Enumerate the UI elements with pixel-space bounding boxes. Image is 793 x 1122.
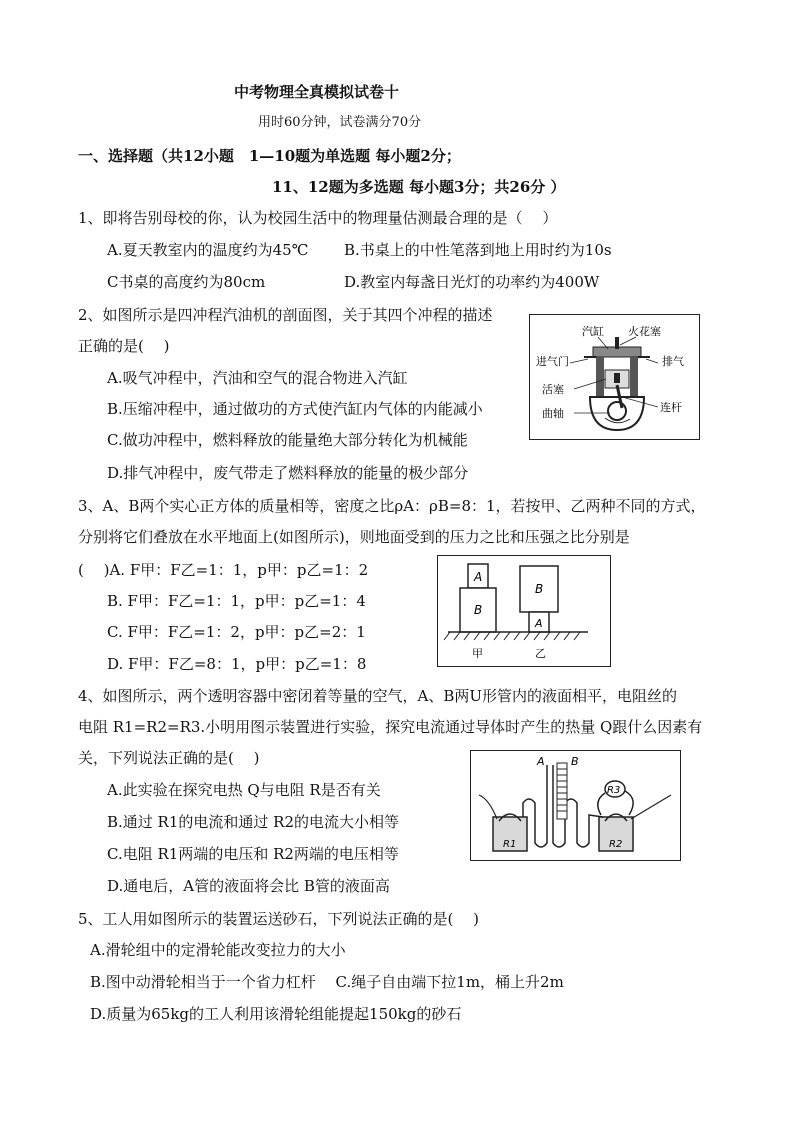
label-jia: 甲 (472, 647, 483, 660)
page-subtitle: 用时60分钟，试卷满分70分 (258, 115, 422, 130)
q1-option-a: A.夏天教室内的温度约为45℃ (107, 241, 309, 259)
q2-option-b: B.压缩冲程中，通过做功的方式使汽缸内气体的内能减小 (107, 400, 483, 418)
q3-stem-line1: 3、A、B两个实心正方体的质量相等，密度之比ρA：ρB=8：1，若按甲、乙两种不同的方式， (78, 497, 706, 515)
q1-option-b: B.书桌上的中性笔落到地上用时约为10s (344, 241, 612, 259)
q5-option-b-c: B.图中动滑轮相当于一个省力杠杆 C.绳子自由端下拉1m，桶上升2m (90, 973, 564, 991)
q4-stem-line1: 4、如图所示，两个透明容器中密闭着等量的空气，A、B两U形管内的液面相平，电阻丝的 (78, 687, 678, 705)
q4-option-b: B.通过 R1的电流和通过 R2的电流大小相等 (107, 813, 400, 831)
joule-heat-diagram (470, 750, 681, 861)
q3-option-c: C. F甲：F乙=1：2，p甲：p乙=2：1 (107, 623, 366, 641)
q2-option-a: A.吸气冲程中，汽油和空气的混合物进入汽缸 (107, 369, 408, 387)
label-piston: 活塞 (542, 383, 564, 396)
q1-stem: 1、即将告别母校的你，认为校园生活中的物理量估测最合理的是（ ） (78, 209, 558, 227)
q5-option-a: A.滑轮组中的定滑轮能改变拉力的大小 (90, 941, 346, 959)
tube-b-label: B (571, 755, 579, 768)
engine-diagram (529, 314, 700, 440)
cube-a-right-label: A (535, 617, 543, 630)
label-crankshaft: 曲轴 (542, 407, 564, 420)
cube-a-left-label: A (474, 570, 483, 584)
q5-stem: 5、工人用如图所示的装置运送砂石，下列说法正确的是( ) (78, 910, 480, 928)
label-cylinder: 汽缸 (582, 325, 604, 338)
q1-option-c: C书桌的高度约为80cm (107, 273, 266, 291)
cubes-diagram (437, 555, 611, 667)
resistor-r3-label: R3 (607, 785, 621, 796)
label-yi: 乙 (535, 647, 546, 660)
section-heading-line2: 11、12题为多选题 每小题3分；共26分 ） (272, 178, 566, 196)
resistor-r2-label: R2 (609, 839, 623, 850)
tube-a-label: A (537, 755, 545, 768)
q3-option-d: D. F甲：F乙=8：1，p甲：p乙=1：8 (107, 655, 367, 673)
q4-stem-line2: 电阻 R1=R2=R3.小明用图示装置进行实验，探究电流通过导体时产生的热量 Q跟什么因素有 (78, 718, 703, 736)
label-intake-valve: 进气门 (536, 355, 569, 368)
resistor-r1-label: R1 (503, 839, 517, 850)
q4-option-c: C.电阻 R1两端的电压和 R2两端的电压相等 (107, 845, 399, 863)
q2-stem-line1: 2、如图所示是四冲程汽油机的剖面图，关于其四个冲程的描述 (78, 306, 493, 324)
cube-b-right-label: B (535, 582, 544, 596)
q2-stem-line2: 正确的是( ) (78, 337, 170, 355)
q4-option-a: A.此实验在探究电热 Q与电阻 R是否有关 (107, 781, 381, 799)
q2-option-c: C.做功冲程中，燃料释放的能量绝大部分转化为机械能 (107, 431, 468, 449)
q4-stem-line3: 关，下列说法正确的是( ) (78, 749, 260, 767)
label-connecting-rod: 连杆 (660, 401, 682, 414)
q3-option-a: ( )A. F甲：F乙=1：1，p甲：p乙=1：2 (78, 561, 369, 579)
q3-stem-line2: 分别将它们叠放在水平地面上(如图所示)，则地面受到的压力之比和压强之比分别是 (78, 528, 630, 546)
cube-b-left-label: B (474, 603, 483, 617)
q2-option-d: D.排气冲程中，废气带走了燃料释放的能量的极少部分 (107, 464, 469, 482)
q1-option-d: D.教室内每盏日光灯的功率约为400W (344, 273, 600, 291)
q3-option-b: B. F甲：F乙=1：1，p甲：p乙=1：4 (107, 592, 366, 610)
section-heading-line1: 一、选择题（共12小题 1—10题为单选题 每小题2分； (78, 147, 461, 165)
label-exhaust: 排气 (662, 355, 684, 368)
q5-option-d: D.质量为65kg的工人利用该滑轮组能提起150kg的砂石 (90, 1005, 462, 1023)
label-spark-plug: 火花塞 (628, 325, 661, 338)
q4-option-d: D.通电后，A管的液面将会比 B管的液面高 (107, 877, 390, 895)
page-title: 中考物理全真模拟试卷十 (234, 83, 400, 101)
